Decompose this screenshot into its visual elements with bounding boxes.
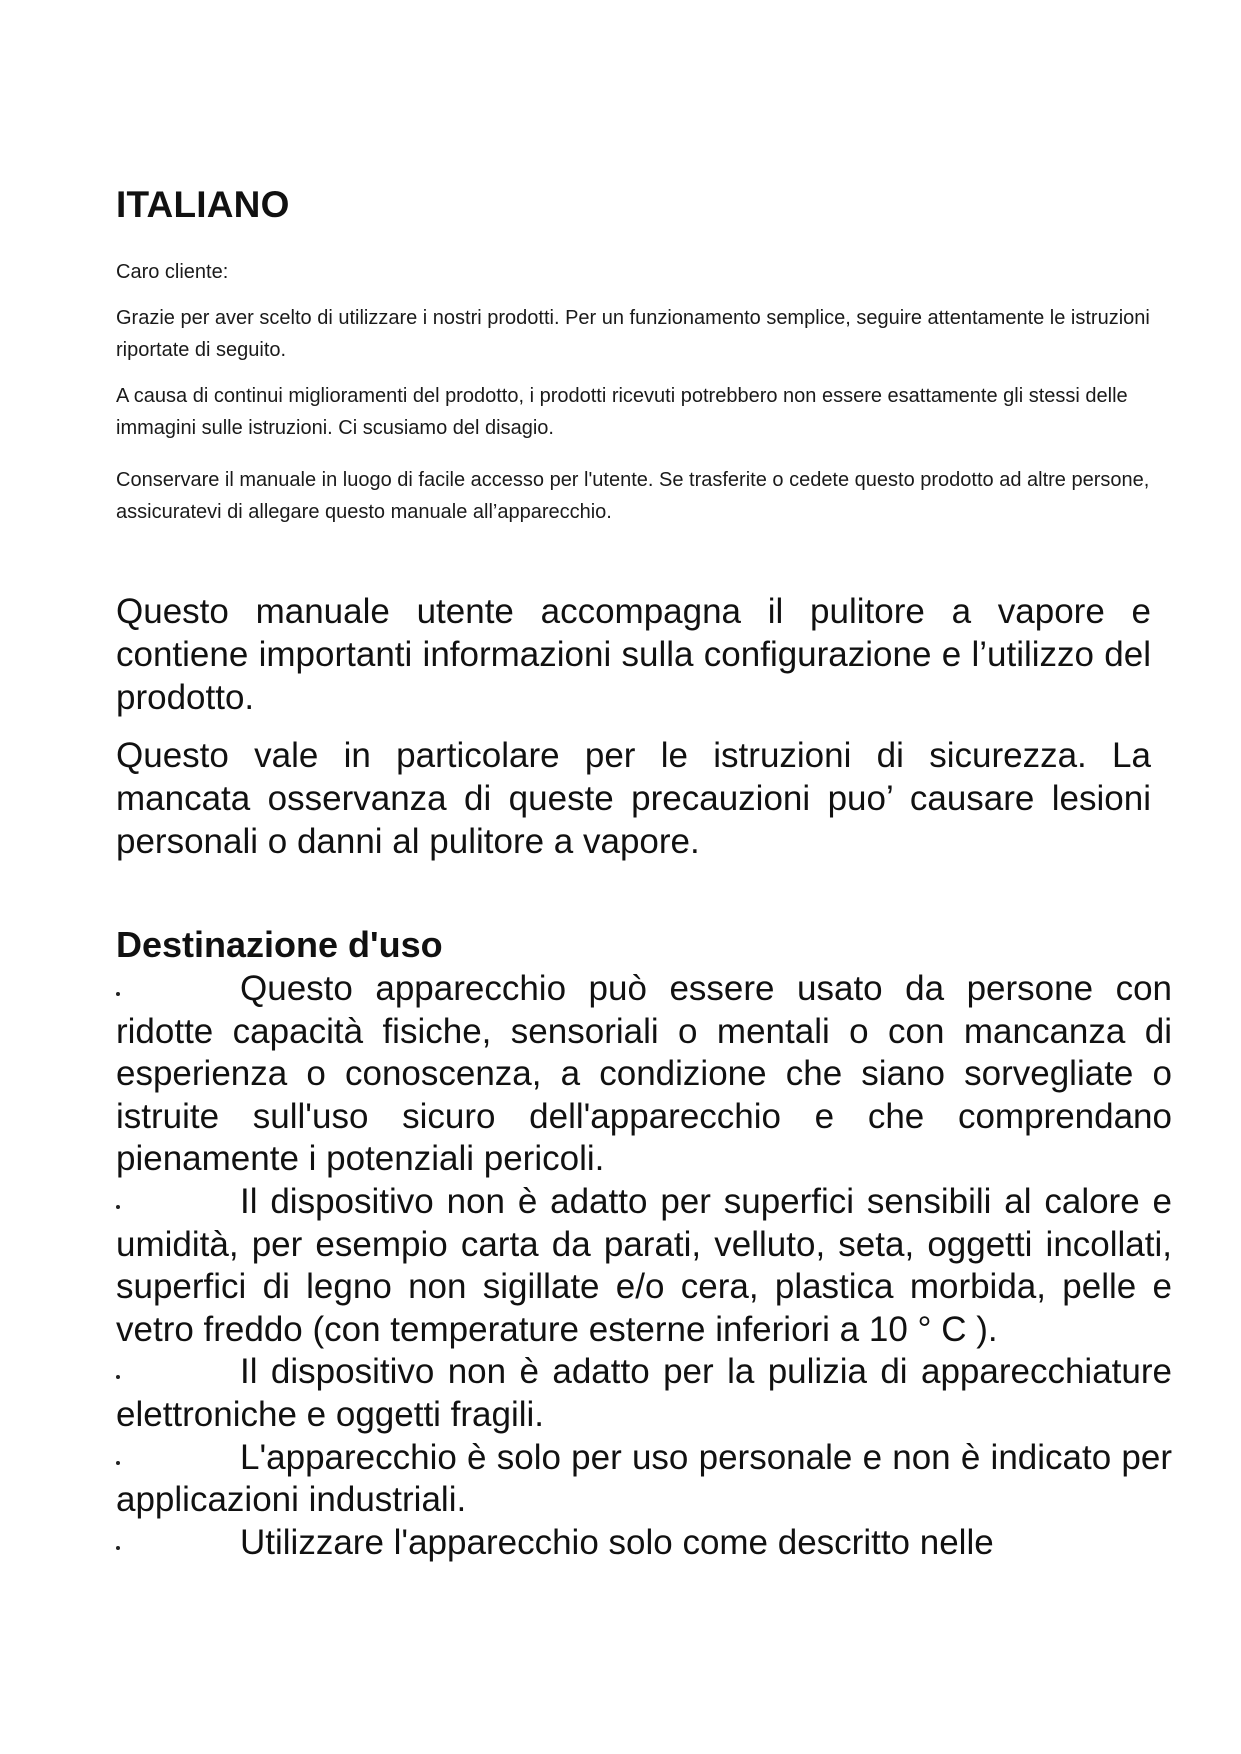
greeting: Caro cliente: [116, 261, 229, 283]
list-item-text: L'apparecchio è solo per uso personale e non è indicato per applicazioni industriali. [116, 1437, 1172, 1520]
intro-paragraph-thanks: Grazie per aver scelto di utilizzare i nostri prodotti. Per un funzionamento semplice, seguire attentamente le istruzioni riportate di seguito. [116, 307, 1150, 361]
list-item [116, 1351, 1172, 1436]
bullet-icon [116, 992, 120, 996]
list-item-text: Il dispositivo non è adatto per superfici sensibili al calore e umidità, per esempio carta da parati, velluto, seta, oggetti incollati, superfici di legno non sigillate e/o cera, plastica morbida, pelle e vetro freddo (con temperature esterne inferiori a 10 ° C ). [116, 1181, 1172, 1349]
list-item-text: Questo apparecchio può essere usato da persone con ridotte capacità fisiche, sensoriali o mentali o con mancanza di esperienza o conoscenza, a condizione che siano sorvegliate o istruite sull'uso sicuro dell'apparecchio e che comprendano pienamente i potenziali pericoli. [116, 969, 1172, 1179]
list-item-text: Utilizzare l'apparecchio solo come descritto nelle [240, 1522, 994, 1562]
notice-paragraph-safety: Questo vale in particolare per le istruzioni di sicurezza. La mancata osservanza di queste precauzioni puo’ causare lesioni personali o danni al pulitore a vapore. [116, 736, 1151, 861]
intro-paragraph-improvements: A causa di continui miglioramenti del prodotto, i prodotti ricevuti potrebbero non essere esattamente gli stessi delle immagini sulle istruzioni. Ci scusiamo del disagio. [116, 385, 1128, 439]
list-item [116, 1181, 1172, 1351]
list-item [116, 968, 1172, 1181]
list-item [116, 1522, 1172, 1565]
intended-use-list [116, 968, 1172, 1564]
bullet-icon [116, 1205, 120, 1209]
bullet-icon [116, 1461, 120, 1465]
list-item [116, 1437, 1172, 1522]
bullet-icon [116, 1546, 120, 1550]
intro-paragraph-keep-manual: Conservare il manuale in luogo di facile accesso per l'utente. Se trasferite o cedete questo prodotto ad altre persone, assicuratevi di allegare questo manuale all’apparecchio. [116, 469, 1150, 523]
language-heading: ITALIANO [116, 184, 290, 225]
notice-paragraph-manual: Questo manuale utente accompagna il pulitore a vapore e contiene importanti informazioni sulla configurazione e l’utilizzo del prodotto. [116, 592, 1151, 717]
bullet-icon [116, 1375, 120, 1379]
section-title-intended-use: Destinazione d'uso [116, 924, 443, 965]
list-item-text: Il dispositivo non è adatto per la pulizia di apparecchiature elettroniche e oggetti fragili. [116, 1352, 1172, 1434]
